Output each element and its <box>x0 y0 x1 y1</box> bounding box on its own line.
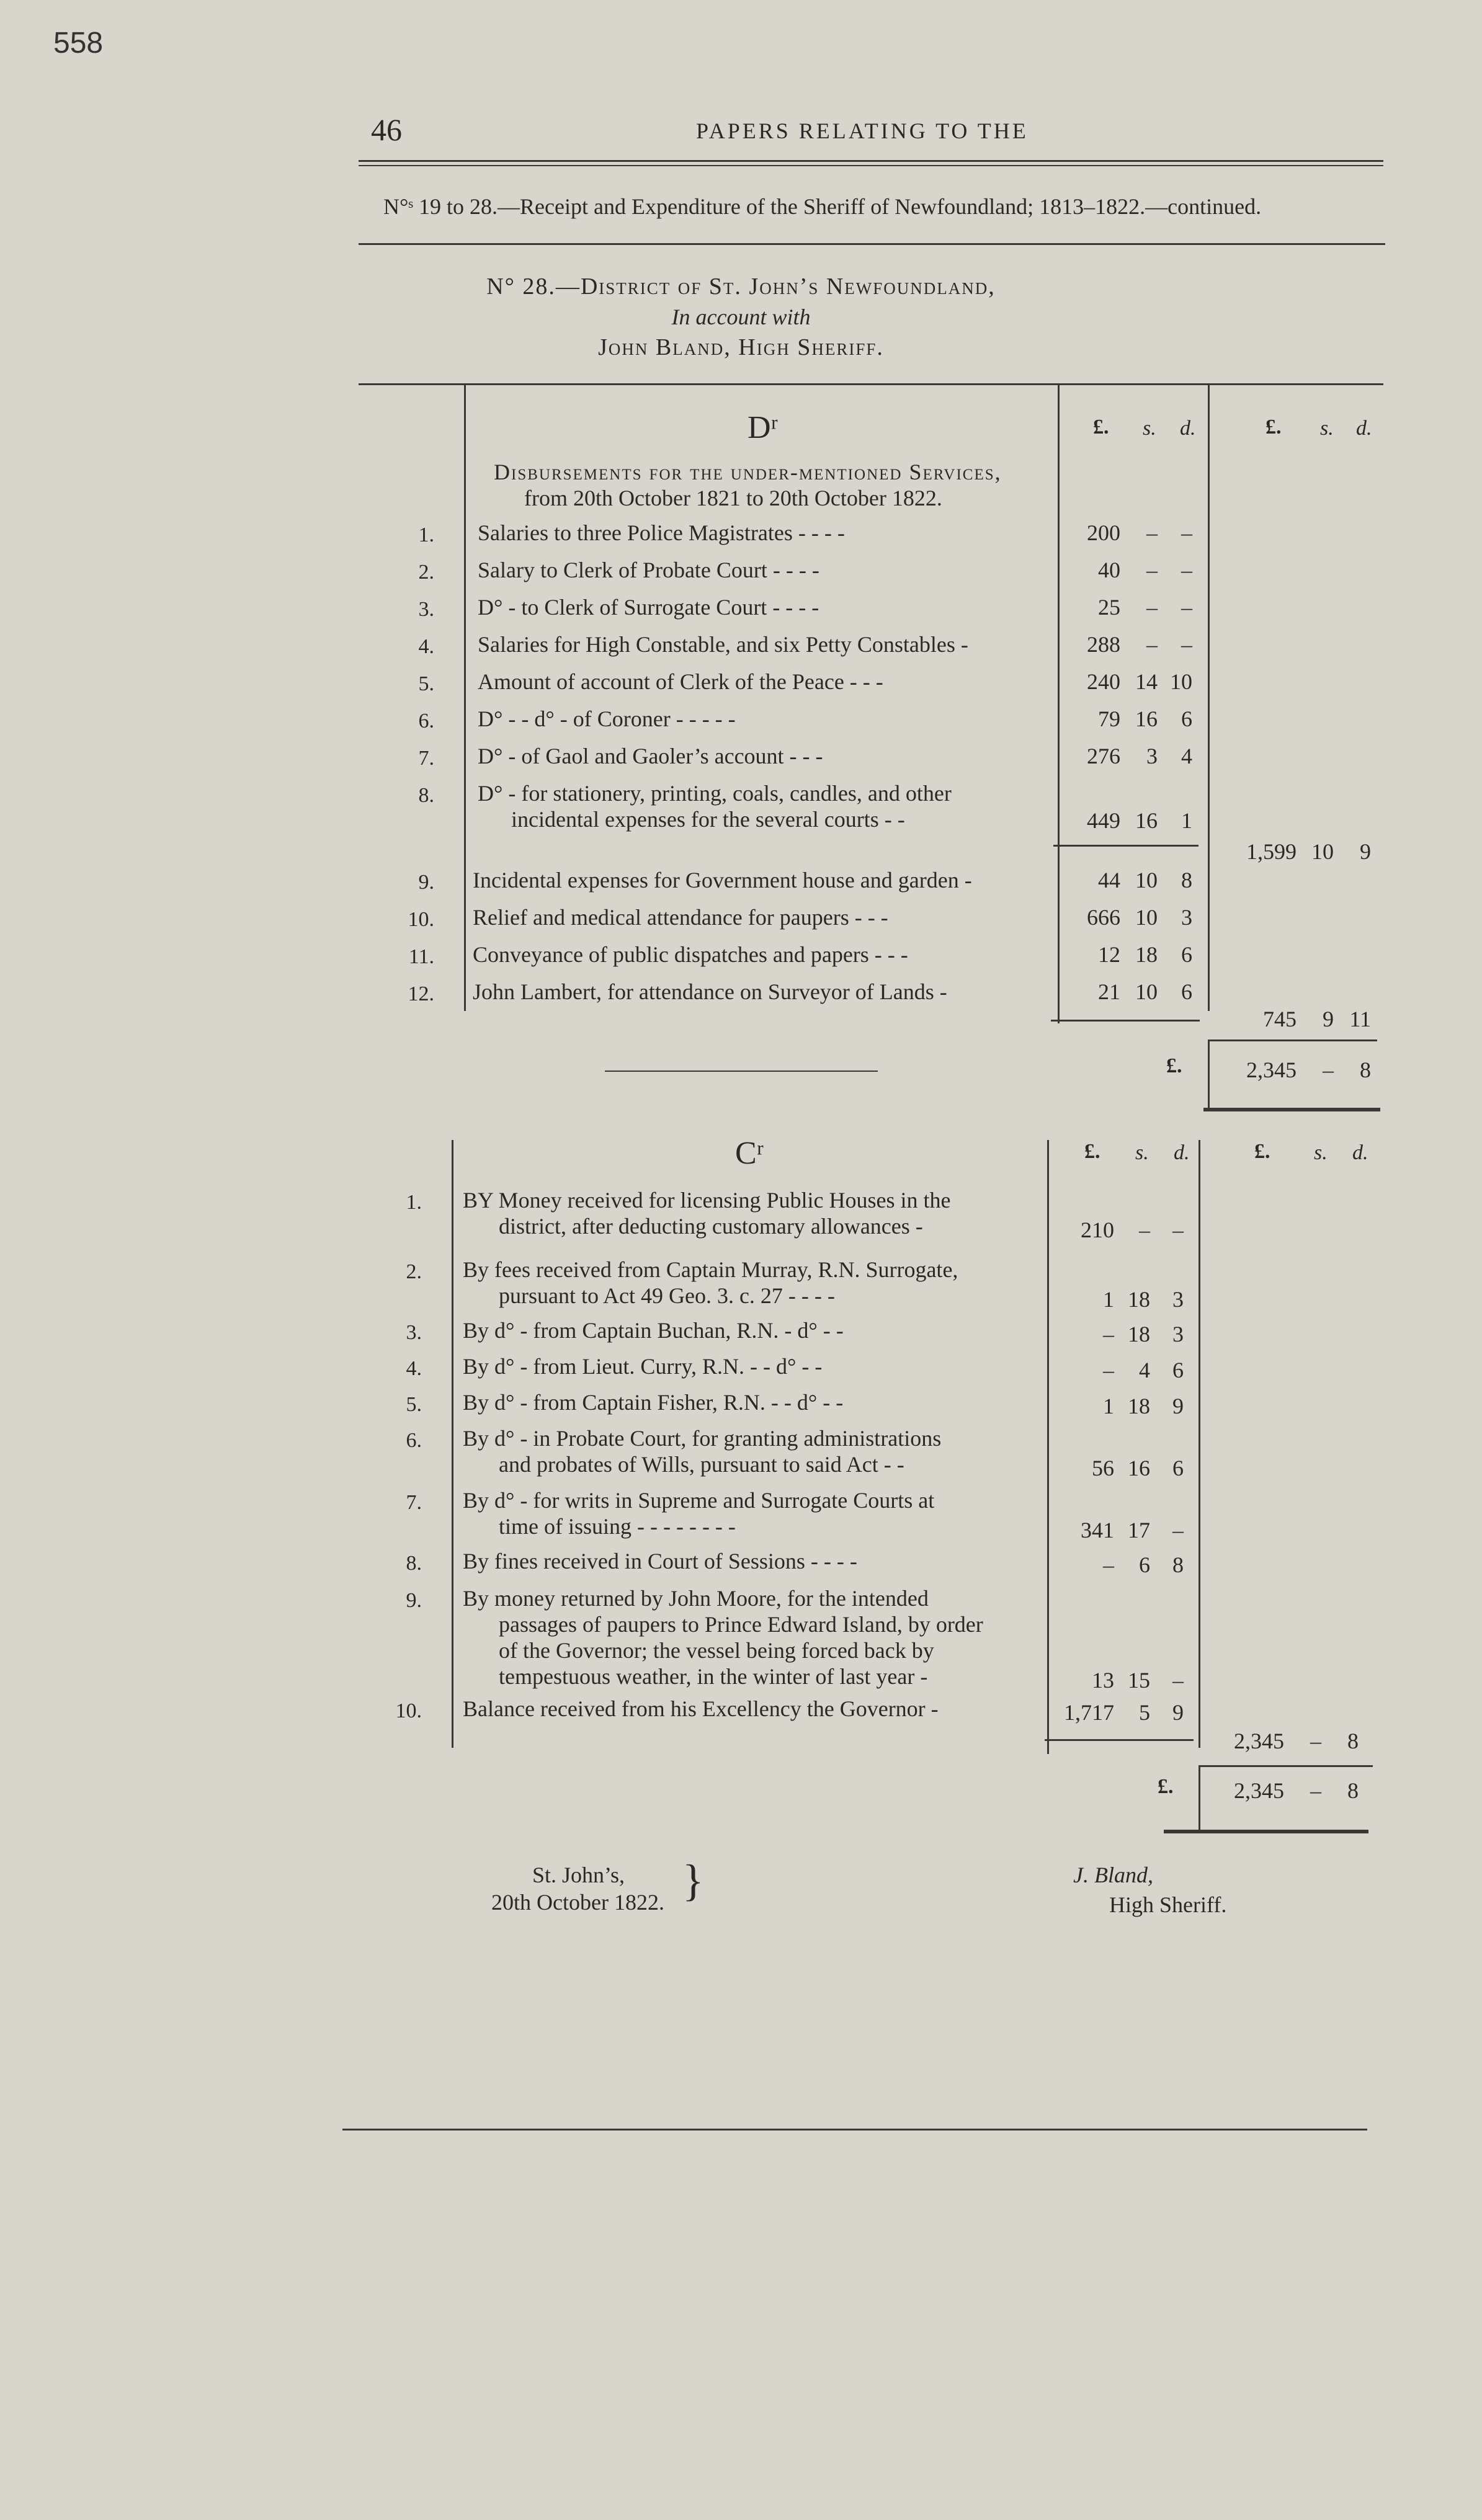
debit-row-pence: 4 <box>1181 744 1192 768</box>
debit-subtotal2-shillings: 9 <box>1323 1007 1334 1031</box>
debit-row-number: 1. <box>418 523 434 546</box>
credit-row-pounds: – <box>1103 1358 1114 1382</box>
debit-row-text: Salaries for High Constable, and six Petty Constables - <box>478 632 968 657</box>
debit-total-pence: 8 <box>1360 1057 1371 1082</box>
credit-row-number: 7. <box>406 1491 422 1514</box>
district-line-3: John Bland, High Sheriff. <box>598 334 884 360</box>
debit-row-pence: 6 <box>1181 979 1192 1004</box>
credit-total-rule-top <box>1200 1765 1373 1767</box>
debit-row-number: 6. <box>418 710 434 732</box>
credit-row-text: By d° - in Probate Court, for granting administrations <box>463 1426 942 1451</box>
debit-row-pence: 8 <box>1181 868 1192 893</box>
debit-row-number: 11. <box>408 945 434 968</box>
debit-row-pence: – <box>1181 558 1192 582</box>
credit-row-pence: – <box>1172 1518 1184 1543</box>
debit-row-shillings: 3 <box>1146 744 1158 768</box>
debit-row-number: 10. <box>408 908 434 931</box>
subtitle-rule <box>359 243 1385 245</box>
running-header-title: PAPERS RELATING TO THE <box>696 118 1029 143</box>
credit-row-shillings: 16 <box>1128 1456 1150 1480</box>
credit-row-text: By d° - from Lieut. Curry, R.N. - - d° - - <box>463 1354 823 1379</box>
debit-row-pence: 6 <box>1181 942 1192 967</box>
credit-row-text-cont: of the Governor; the vessel being forced back by <box>499 1638 934 1663</box>
credit-row-pence: 8 <box>1172 1552 1184 1577</box>
footer-place: St. John’s, <box>532 1863 625 1887</box>
credit-left-vline <box>452 1140 453 1748</box>
district-line-1: N° 28.—District of St. John’s Newfoundland, <box>486 274 996 300</box>
credit-row-shillings: 18 <box>1128 1394 1150 1418</box>
credit-row-pence: 3 <box>1172 1287 1184 1312</box>
debit-row-pounds: 25 <box>1098 595 1120 620</box>
debit-row-pence: 3 <box>1181 905 1192 930</box>
credit-heading: Cʳ <box>735 1136 764 1171</box>
district-line-2: In account with <box>671 305 811 329</box>
debit-row-number: 3. <box>418 598 434 621</box>
debit-row-number: 12. <box>408 982 434 1005</box>
debit-row-pounds: 79 <box>1098 706 1120 731</box>
credit-row-text-cont: district, after deducting customary allowances - <box>499 1214 923 1239</box>
credit-col2-pounds: £. <box>1254 1140 1270 1163</box>
debit-row-text: Relief and medical attendance for paupers - - - <box>473 905 888 930</box>
debit-intro-1: Disbursements for the under-mentioned Services, <box>494 460 1002 484</box>
debit-row-shillings: – <box>1146 632 1158 657</box>
debit-row-text: D° - of Gaol and Gaoler’s account - - - <box>478 744 823 768</box>
debit-row-pence: – <box>1181 595 1192 620</box>
debit-row-shillings: 10 <box>1135 979 1158 1004</box>
credit-row-pence: – <box>1172 1668 1184 1693</box>
credit-col2-pence: d. <box>1352 1141 1368 1164</box>
credit-row-pounds: 210 <box>1081 1218 1114 1242</box>
running-header-number: 46 <box>371 112 402 147</box>
debit-row-pounds: 240 <box>1087 669 1120 694</box>
debit-row-text: Salaries to three Police Magistrates - - - - <box>478 520 845 545</box>
debit-row-number: 4. <box>418 635 434 658</box>
debit-col-pounds: £. <box>1093 416 1109 439</box>
debit-row-shillings: 10 <box>1135 868 1158 893</box>
debit-sum-rule-1 <box>1053 845 1199 847</box>
credit-right-vline <box>1199 1140 1200 1748</box>
credit-row-text-cont: time of issuing - - - - - - - - <box>499 1514 736 1539</box>
debit-heading: Dʳ <box>748 410 778 445</box>
debit-intro-2: from 20th October 1821 to 20th October 1822. <box>524 486 942 510</box>
debit-subtotal2-pence: 11 <box>1349 1007 1371 1031</box>
credit-row-text-cont: tempestuous weather, in the winter of last year - <box>499 1664 928 1689</box>
page-bottom-rule <box>342 2129 1367 2130</box>
debit-total-vline <box>1208 1040 1210 1111</box>
debit-row-text: Incidental expenses for Government house and garden - <box>473 868 972 893</box>
credit-row-number: 1. <box>406 1191 422 1214</box>
credit-subtotal-pence: 8 <box>1347 1729 1359 1753</box>
credit-row-shillings: 18 <box>1128 1287 1150 1312</box>
credit-row-pounds: 56 <box>1092 1456 1114 1480</box>
credit-row-pounds: – <box>1103 1322 1114 1347</box>
debit-row-pounds: 44 <box>1098 868 1120 893</box>
debit-row-text-cont: incidental expenses for the several courts - - <box>511 807 905 832</box>
credit-total-vline <box>1199 1765 1200 1833</box>
credit-row-pence: 6 <box>1172 1456 1184 1480</box>
debit-row-text: Conveyance of public dispatches and papers - - - <box>473 942 908 967</box>
debit-row-pence: 6 <box>1181 706 1192 731</box>
debit-total-shillings: – <box>1323 1057 1334 1082</box>
debit-row-pounds: 200 <box>1087 520 1120 545</box>
credit-row-pence: 9 <box>1172 1700 1184 1725</box>
debit-row-shillings: 14 <box>1135 669 1158 694</box>
credit-row-text-cont: pursuant to Act 49 Geo. 3. c. 27 - - - - <box>499 1283 835 1308</box>
debit-col-shillings: s. <box>1143 417 1156 440</box>
debit-row-number: 8. <box>418 784 434 807</box>
debit-col2-pence: d. <box>1356 417 1372 440</box>
credit-col2-shillings: s. <box>1314 1141 1328 1164</box>
credit-row-text: By d° - from Captain Fisher, R.N. - - d° - - <box>463 1390 844 1415</box>
debit-row-pence: 1 <box>1181 808 1192 833</box>
credit-row-pounds: 13 <box>1092 1668 1114 1693</box>
debit-subtotal1-shillings: 10 <box>1311 839 1334 864</box>
debit-row-number: 5. <box>418 672 434 695</box>
debit-row-shillings: 10 <box>1135 905 1158 930</box>
footer-brace: } <box>682 1856 704 1905</box>
credit-row-text: By fines received in Court of Sessions - - - - <box>463 1549 857 1574</box>
credit-total-pence: 8 <box>1347 1778 1359 1803</box>
debit-row-number: 2. <box>418 561 434 584</box>
debit-col2-shillings: s. <box>1320 417 1334 440</box>
debit-row-shillings: – <box>1146 558 1158 582</box>
debit-row-text: D° - to Clerk of Surrogate Court - - - - <box>478 595 819 620</box>
credit-row-pounds: 1 <box>1103 1394 1114 1418</box>
credit-row-number: 9. <box>406 1589 422 1612</box>
credit-row-number: 3. <box>406 1321 422 1344</box>
debit-sum-rule-2 <box>1051 1020 1200 1022</box>
credit-col-pence: d. <box>1174 1141 1190 1164</box>
credit-total-label: £. <box>1158 1775 1174 1798</box>
credit-row-pounds: 341 <box>1081 1518 1114 1543</box>
credit-row-number: 6. <box>406 1429 422 1452</box>
credit-row-text-cont: passages of paupers to Prince Edward Island, by order <box>499 1612 983 1637</box>
credit-col-pounds: £. <box>1084 1140 1100 1163</box>
debit-row-pounds: 40 <box>1098 558 1120 582</box>
credit-row-shillings: – <box>1139 1218 1150 1242</box>
debit-total-double-rule <box>1203 1108 1380 1111</box>
debit-total-rule-top <box>1210 1040 1377 1041</box>
credit-row-text: Balance received from his Excellency the Governor - <box>463 1696 939 1721</box>
credit-row-text: By money returned by John Moore, for the intended <box>463 1586 929 1611</box>
debit-row-pence: 10 <box>1170 669 1192 694</box>
debit-row-pence: – <box>1181 632 1192 657</box>
debit-row-pounds: 21 <box>1098 979 1120 1004</box>
credit-row-pence: 6 <box>1172 1358 1184 1382</box>
debit-row-shillings: 16 <box>1135 706 1158 731</box>
debit-subtotal2-pounds: 745 <box>1263 1007 1297 1031</box>
debit-row-pence: – <box>1181 520 1192 545</box>
debit-row-pounds: 276 <box>1087 744 1120 768</box>
credit-col-shillings: s. <box>1135 1141 1149 1164</box>
subtitle-text: N°ˢ 19 to 28.—Receipt and Expenditure of the Sheriff of Newfoundland; 1813–1822.—continued. <box>383 194 1262 219</box>
credit-row-pounds: 1 <box>1103 1287 1114 1312</box>
debit-col-pence: d. <box>1180 417 1196 440</box>
credit-row-number: 10. <box>395 1699 422 1722</box>
credit-row-pence: – <box>1172 1218 1184 1242</box>
debit-col2-pounds: £. <box>1266 416 1282 439</box>
debit-row-pounds: 666 <box>1087 905 1120 930</box>
debit-row-shillings: 16 <box>1135 808 1158 833</box>
credit-row-shillings: 17 <box>1128 1518 1150 1543</box>
credit-row-shillings: 6 <box>1139 1552 1150 1577</box>
credit-total-double-rule <box>1164 1830 1368 1833</box>
debit-subtotal1-pence: 9 <box>1360 839 1371 864</box>
debit-row-number: 7. <box>418 747 434 770</box>
credit-total-shillings: – <box>1310 1778 1321 1803</box>
footer-signature: J. Bland, <box>1073 1863 1153 1887</box>
credit-row-text: By fees received from Captain Murray, R.N. Surrogate, <box>463 1257 958 1282</box>
credit-row-number: 2. <box>406 1260 422 1283</box>
debit-row-pounds: 449 <box>1087 808 1120 833</box>
debit-row-pounds: 12 <box>1098 942 1120 967</box>
footer-date: 20th October 1822. <box>491 1890 664 1915</box>
debit-row-number: 9. <box>418 871 434 894</box>
debit-left-vline <box>464 385 466 1011</box>
debit-total-pounds: 2,345 <box>1246 1057 1297 1082</box>
credit-subtotal-pounds: 2,345 <box>1234 1729 1284 1753</box>
credit-row-pence: 3 <box>1172 1322 1184 1347</box>
footer-office: High Sheriff. <box>1109 1892 1227 1917</box>
page-number: 558 <box>53 27 104 60</box>
debit-row-shillings: 18 <box>1135 942 1158 967</box>
credit-row-shillings: 4 <box>1139 1358 1150 1382</box>
credit-row-text: By d° - for writs in Supreme and Surrogate Courts at <box>463 1488 935 1513</box>
credit-sum-rule <box>1045 1739 1194 1741</box>
debit-row-text: D° - - d° - of Coroner - - - - - <box>478 706 736 731</box>
debit-row-shillings: – <box>1146 520 1158 545</box>
credit-row-number: 4. <box>406 1357 422 1380</box>
debit-row-shillings: – <box>1146 595 1158 620</box>
credit-subtotal-shillings: – <box>1310 1729 1321 1753</box>
credit-row-text: BY Money received for licensing Public Houses in the <box>463 1188 951 1213</box>
table-subtitle <box>383 194 1261 220</box>
debit-row-pounds: 288 <box>1087 632 1120 657</box>
header-rule-top <box>359 160 1383 162</box>
credit-row-text: By d° - from Captain Buchan, R.N. - d° - - <box>463 1318 844 1343</box>
credit-row-pence: 9 <box>1172 1394 1184 1418</box>
debit-dash-rule <box>605 1071 878 1072</box>
debit-subtotal1-pounds: 1,599 <box>1246 839 1297 864</box>
debit-row-text: John Lambert, for attendance on Surveyor of Lands - <box>473 979 947 1004</box>
credit-row-text-cont: and probates of Wills, pursuant to said Act - - <box>499 1452 904 1477</box>
credit-total-pounds: 2,345 <box>1234 1778 1284 1803</box>
credit-row-shillings: 18 <box>1128 1322 1150 1347</box>
credit-row-pounds: – <box>1103 1552 1114 1577</box>
debit-right-vline <box>1208 385 1210 1011</box>
credit-row-shillings: 5 <box>1139 1700 1150 1725</box>
debit-total-label: £. <box>1166 1054 1182 1077</box>
credit-row-number: 5. <box>406 1393 422 1416</box>
credit-row-pounds: 1,717 <box>1064 1700 1114 1725</box>
header-rule-bottom <box>359 165 1383 166</box>
debit-top-rule <box>359 383 1383 385</box>
credit-row-number: 8. <box>406 1552 422 1575</box>
debit-row-text: Amount of account of Clerk of the Peace - - - <box>478 669 883 694</box>
debit-row-text: Salary to Clerk of Probate Court - - - - <box>478 558 819 582</box>
credit-row-shillings: 15 <box>1128 1668 1150 1693</box>
debit-row-text: D° - for stationery, printing, coals, candles, and other <box>478 781 952 806</box>
